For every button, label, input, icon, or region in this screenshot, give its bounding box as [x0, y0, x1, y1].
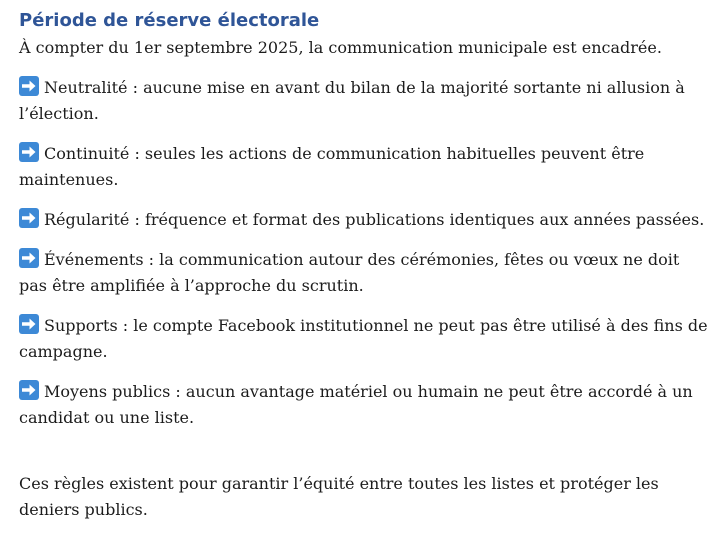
closing-line: Ces règles existent pour garantir l’équité entre toutes les listes et protéger les	[19, 474, 659, 493]
rule-text: Événements : la communication autour des cérémonies, fêtes ou vœux ne doit	[44, 250, 680, 269]
right-arrow-icon	[19, 76, 39, 96]
rule-line-continued: l’élection.	[19, 104, 99, 123]
right-arrow-icon	[19, 380, 39, 400]
rule-line	[19, 379, 699, 405]
rule-item-neutralite	[19, 75, 699, 127]
document	[19, 8, 708, 523]
right-arrow-icon	[19, 208, 39, 228]
rule-line	[19, 207, 705, 233]
rule-item-supports	[19, 313, 708, 365]
rule-line-continued: candidat ou une liste.	[19, 408, 195, 427]
rule-text: Supports : le compte Facebook institutionnel ne peut pas être utilisé à des fins de	[44, 316, 708, 335]
rule-text: Moyens publics : aucun avantage matériel ou humain ne peut être accordé à un	[44, 382, 693, 401]
closing-line-continued: deniers publics.	[19, 500, 148, 519]
intro-paragraph: À compter du 1er septembre 2025, la communication municipale est encadrée.	[19, 38, 662, 57]
rule-line	[19, 313, 708, 339]
rule-item-regularite	[19, 207, 705, 233]
rule-line-continued: maintenues.	[19, 170, 119, 189]
document-title: Période de réserve électorale	[19, 10, 320, 31]
right-arrow-icon	[19, 142, 39, 162]
rule-line-continued: pas être amplifiée à l’approche du scrutin.	[19, 276, 364, 295]
rule-line	[19, 247, 699, 273]
rule-item-moyens-publics	[19, 379, 699, 431]
rule-line-continued: campagne.	[19, 342, 108, 361]
rule-text: Neutralité : aucune mise en avant du bilan de la majorité sortante ni allusion à	[44, 78, 685, 97]
rule-text: Continuité : seules les actions de communication habituelles peuvent être	[44, 144, 645, 163]
right-arrow-icon	[19, 314, 39, 334]
closing-paragraph	[19, 471, 699, 523]
right-arrow-icon	[19, 248, 39, 268]
rule-line	[19, 75, 699, 101]
rule-line	[19, 141, 699, 167]
rule-item-continuite	[19, 141, 699, 193]
rule-text: Régularité : fréquence et format des publications identiques aux années passées.	[44, 210, 705, 229]
rule-item-evenements	[19, 247, 699, 299]
